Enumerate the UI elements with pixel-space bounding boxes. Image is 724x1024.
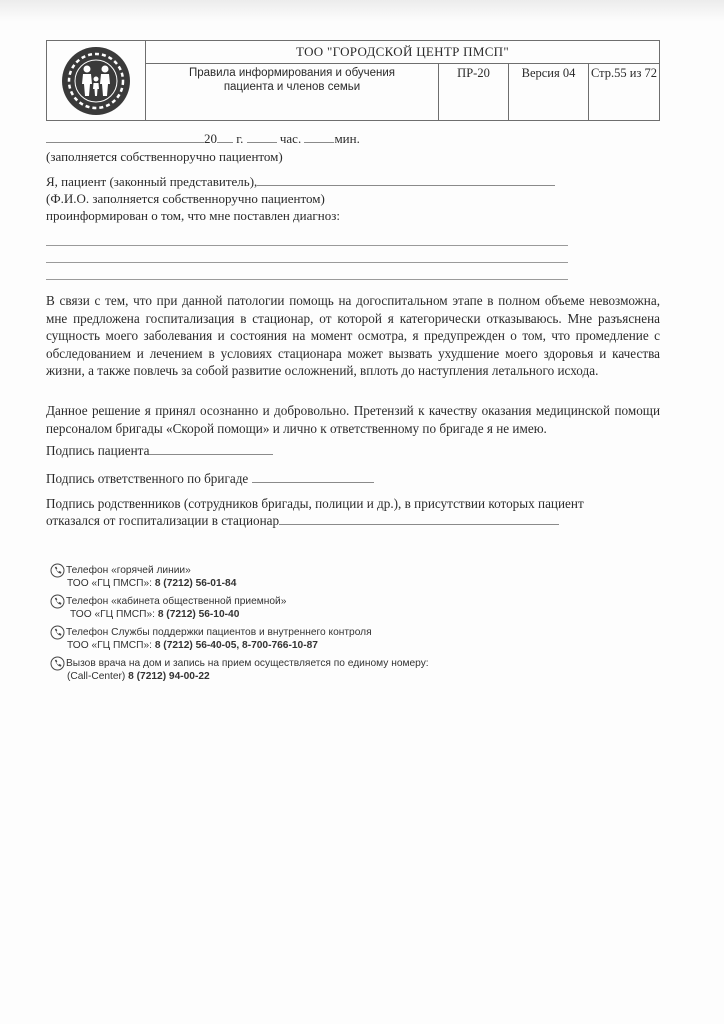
phone-icon	[50, 656, 65, 671]
fio-note: (Ф.И.О. заполняется собственноручно пациентом)	[46, 191, 325, 206]
diagnosis-blank-3[interactable]	[46, 279, 568, 280]
contact-title: Вызов врача на дом и запись на прием осуществляется по единому номеру:	[66, 658, 429, 669]
contact-hotline	[50, 564, 429, 591]
responsible-signature-label: Подпись ответственного по бригаде	[46, 471, 249, 486]
contact-title: Телефон «кабинета общественной приемной»	[66, 596, 287, 607]
responsible-signature-blank[interactable]	[252, 471, 374, 483]
patient-signature-blank[interactable]	[149, 443, 273, 455]
page-number: Стр.55 из 72	[590, 66, 658, 80]
minute-blank[interactable]	[304, 131, 334, 143]
document-version: Версия 04	[509, 64, 589, 120]
contact-title: Телефон Службы поддержки пациентов и внутреннего контроля	[66, 627, 372, 638]
scan-shadow	[0, 0, 724, 22]
patient-name-blank[interactable]	[257, 174, 555, 186]
refusal-paragraph: В связи с тем, что при данной патологии помощь на догоспитальном этапе в полном объеме невозможна, мне предложена госпитализация в стационар, от которой я категорически отказываюсь. Мне разъяснена сущность моего заболевания и состояния на момент осмотра, я предупрежден о том, что промедление с обследованием и лечением в условиях стационара может вызвать ухудшение моего здоровья и качества жизни, а также повлечь за собой развитие осложнений, вплоть до наступления летального исхода.	[46, 293, 660, 379]
contact-org: ТОО «ГЦ ПМСП»:	[67, 578, 155, 589]
contact-org: ТОО «ГЦ ПМСП»:	[70, 609, 158, 620]
document-code: ПР-20	[439, 64, 509, 120]
patient-line	[46, 174, 555, 190]
date-day-month-blank[interactable]	[46, 131, 204, 143]
patient-signature-line	[46, 443, 273, 459]
document-title	[146, 64, 439, 120]
organization-name: ТОО "ГОРОДСКОЙ ЦЕНТР ПМСП"	[146, 41, 659, 64]
document-title-line2: пациента и членов семьи	[223, 81, 361, 93]
relatives-signature-line1	[46, 496, 660, 512]
phone-icon	[50, 563, 65, 578]
relatives-signature-line2	[46, 513, 559, 529]
diagnosis-intro: проинформирован о том, что мне поставлен диагноз:	[46, 208, 340, 223]
decision-paragraph: Данное решение я принял осознанно и добровольно. Претензий к качеству оказания медицинской помощи персоналом бригады «Скорой помощи» и лично к ответственному по бригаде я не имею.	[46, 403, 660, 436]
logo-cell	[47, 41, 146, 120]
date-note: (заполняется собственноручно пациентом)	[46, 149, 283, 164]
responsible-signature-line	[46, 471, 374, 487]
relatives-signature-label-2: отказался от госпитализации в стационар	[46, 513, 280, 528]
contact-number[interactable]: 8 (7212) 56-01-84	[154, 578, 237, 589]
hour-label: час.	[279, 131, 302, 146]
diagnosis-blank-1[interactable]	[46, 245, 568, 246]
contact-title: Телефон «горячей линии»	[66, 565, 191, 576]
patient-label: Я, пациент (законный представитель),	[46, 174, 258, 189]
phone-icon	[50, 594, 65, 609]
phone-icon	[50, 625, 65, 640]
hour-blank[interactable]	[247, 131, 277, 143]
diagnosis-blank-2[interactable]	[46, 262, 568, 263]
document-title-line1: Правила информирования и обучения	[188, 67, 396, 79]
patient-signature-label: Подпись пациента	[46, 443, 150, 458]
family-logo-icon	[47, 41, 145, 120]
contact-reception	[50, 595, 429, 622]
contact-org: ТОО «ГЦ ПМСП»:	[67, 640, 155, 651]
contact-number[interactable]: 8 (7212) 94-00-22	[128, 671, 210, 682]
contact-number[interactable]: 8 (7212) 56-10-40	[157, 609, 240, 620]
relatives-signature-label-1: Подпись родственников (сотрудников бригады, полиции и др.), в присутствии которых пациент	[46, 496, 584, 511]
contact-call-center	[50, 657, 429, 684]
contact-number[interactable]: 8 (7212) 56-40-05, 8-700-766-10-87	[154, 640, 318, 651]
year-blank[interactable]	[217, 131, 233, 143]
document-header-table	[46, 40, 660, 121]
year-suffix: г.	[236, 131, 244, 146]
relatives-signature-blank[interactable]	[279, 513, 559, 525]
contact-support	[50, 626, 429, 653]
contact-org: (Call-Center)	[67, 671, 129, 682]
year-prefix: 20	[204, 131, 217, 146]
contacts-list	[50, 564, 429, 688]
minute-label: мин.	[334, 131, 360, 146]
date-line	[46, 131, 360, 147]
